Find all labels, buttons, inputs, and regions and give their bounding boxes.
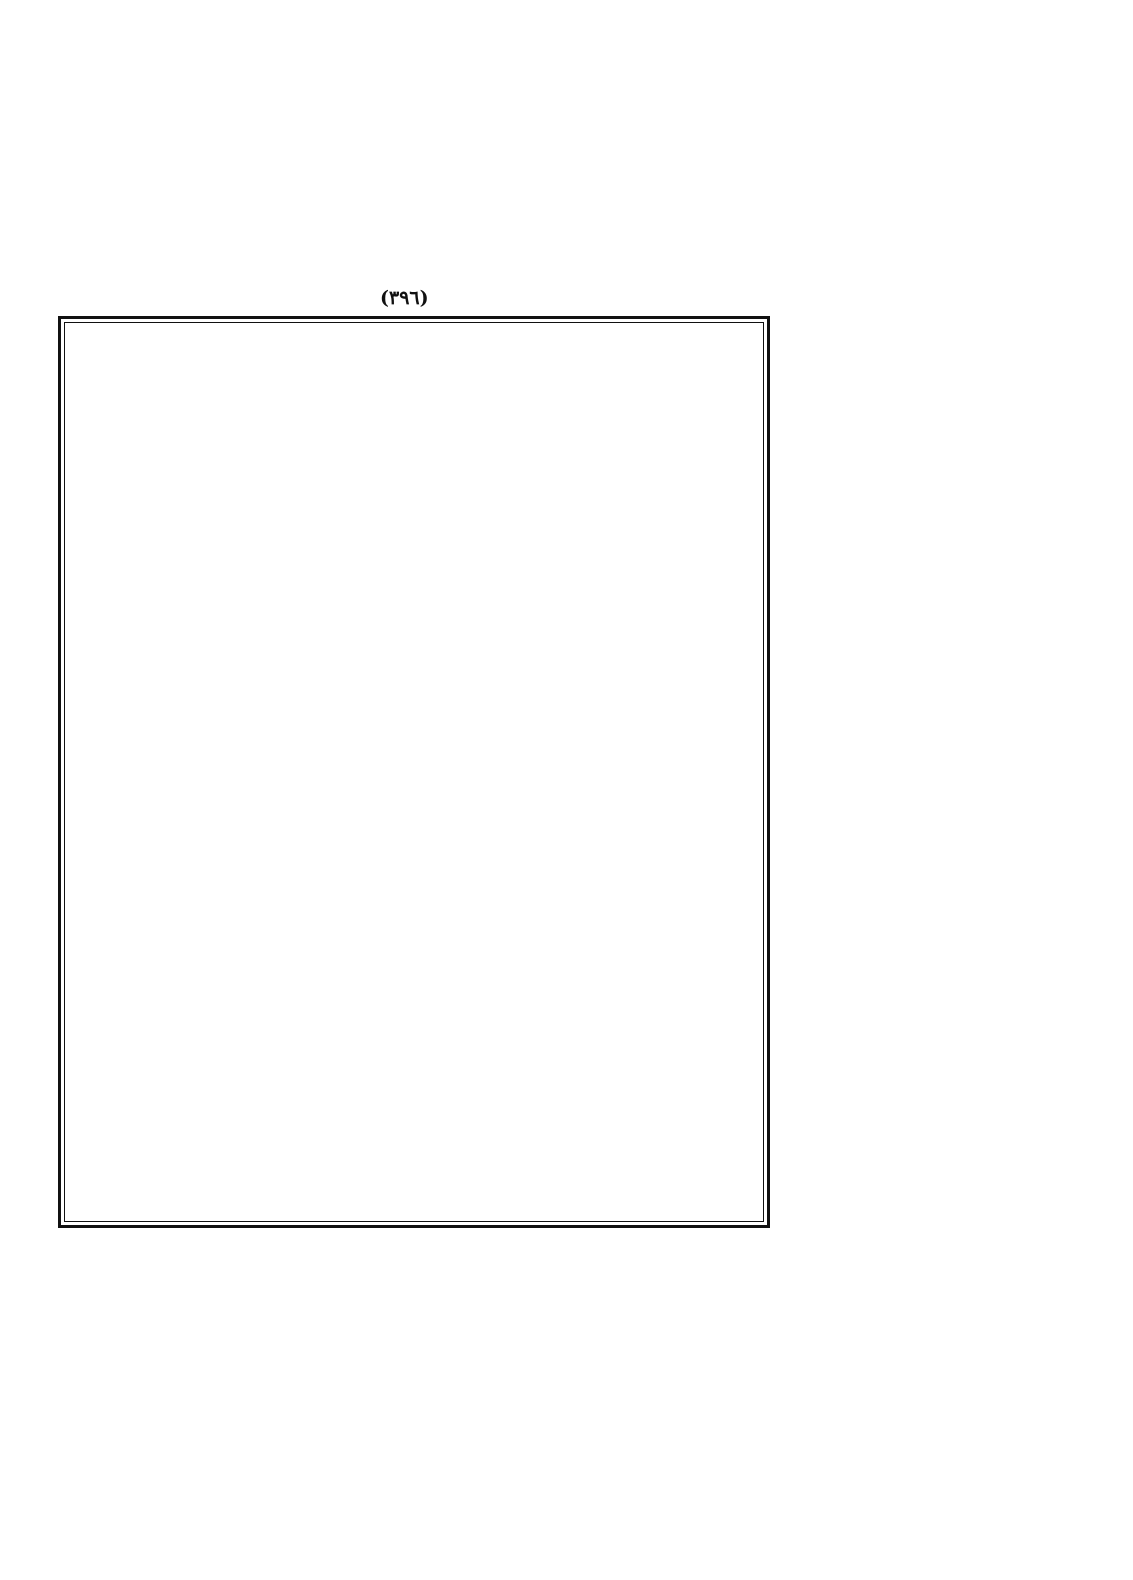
commentary-line: [75, 487, 753, 518]
commentary-line: [75, 1082, 753, 1113]
commentary-line: [75, 1051, 753, 1082]
chapter-heading-row: [72, 284, 1062, 312]
margin-gloss-line: [784, 1196, 1066, 1227]
commentary-line: [75, 644, 753, 675]
margin-gloss-line: [784, 821, 1066, 852]
margin-gloss-line: [784, 1134, 1066, 1165]
margin-gloss-line: [784, 664, 1066, 695]
commentary-line: [75, 394, 753, 425]
top-text-line: [72, 215, 1062, 244]
commentary-line: [75, 769, 753, 800]
margin-gloss-line: [784, 351, 1066, 382]
commentary-line: [75, 456, 753, 487]
commentary-line: [75, 800, 753, 831]
commentary-line: [75, 331, 753, 362]
commentary-line: [75, 1145, 753, 1176]
bottom-text-line: [72, 1386, 1062, 1422]
commentary-line: [75, 425, 753, 456]
commentary-line: [75, 707, 753, 738]
commentary-line: [75, 1176, 753, 1207]
margin-gloss-line: [784, 1165, 1066, 1196]
margin-gloss-line: [784, 852, 1066, 883]
margin-gloss-line: [784, 602, 1066, 633]
commentary-line: [75, 1020, 753, 1051]
commentary-box: [58, 316, 770, 1228]
top-text-block: [72, 72, 1062, 272]
margin-gloss-line: [784, 727, 1066, 758]
commentary-line: [75, 519, 753, 550]
page-number: (٣٩٦): [380, 287, 429, 309]
commentary-line: [75, 613, 753, 644]
margin-gloss-column: [784, 320, 1066, 1228]
margin-gloss-line: [784, 414, 1066, 445]
commentary-line: [75, 894, 753, 925]
commentary-line: [75, 581, 753, 612]
margin-gloss-line: [784, 445, 1066, 476]
bottom-text-line: [72, 1457, 1062, 1493]
bottom-text-line: [72, 1315, 1062, 1351]
commentary-line: [75, 957, 753, 988]
commentary-line: [75, 926, 753, 957]
margin-gloss-line: [784, 633, 1066, 664]
margin-gloss-line: [784, 1071, 1066, 1102]
top-text-line: [72, 186, 1062, 215]
bottom-text-line: [72, 1280, 1062, 1316]
margin-gloss-line: [784, 758, 1066, 789]
top-text-line: [72, 72, 1062, 101]
margin-gloss-line: [784, 789, 1066, 820]
commentary-line: [75, 988, 753, 1019]
top-text-line: [72, 158, 1062, 187]
commentary-line: [75, 550, 753, 581]
margin-gloss-line: [784, 915, 1066, 946]
bottom-text-line: [72, 1422, 1062, 1458]
margin-gloss-line: [784, 696, 1066, 727]
margin-gloss-line: [784, 946, 1066, 977]
margin-gloss-line: [784, 883, 1066, 914]
commentary-line: [75, 1207, 753, 1238]
bottom-text-line: [72, 1244, 1062, 1280]
top-text-line: [72, 129, 1062, 158]
margin-gloss-line: [784, 1009, 1066, 1040]
commentary-line: [75, 863, 753, 894]
top-text-line: [72, 243, 1062, 272]
margin-gloss-line: [784, 320, 1066, 351]
bottom-text-line: [72, 1351, 1062, 1387]
commentary-line: [75, 832, 753, 863]
margin-gloss-line: [784, 539, 1066, 570]
top-text-line: [72, 101, 1062, 130]
margin-gloss-line: [784, 1040, 1066, 1071]
commentary-line: [75, 362, 753, 393]
bottom-text-block: [72, 1244, 1062, 1564]
margin-gloss-line: [784, 476, 1066, 507]
margin-gloss-line: [784, 383, 1066, 414]
bottom-text-line: [72, 1493, 1062, 1529]
commentary-line: [75, 1113, 753, 1144]
margin-gloss-line: [784, 1102, 1066, 1133]
commentary-line: [75, 738, 753, 769]
margin-gloss-line: [784, 508, 1066, 539]
bottom-text-line: [72, 1528, 1062, 1564]
margin-gloss-line: [784, 977, 1066, 1008]
commentary-line: [75, 675, 753, 706]
margin-gloss-line: [784, 570, 1066, 601]
